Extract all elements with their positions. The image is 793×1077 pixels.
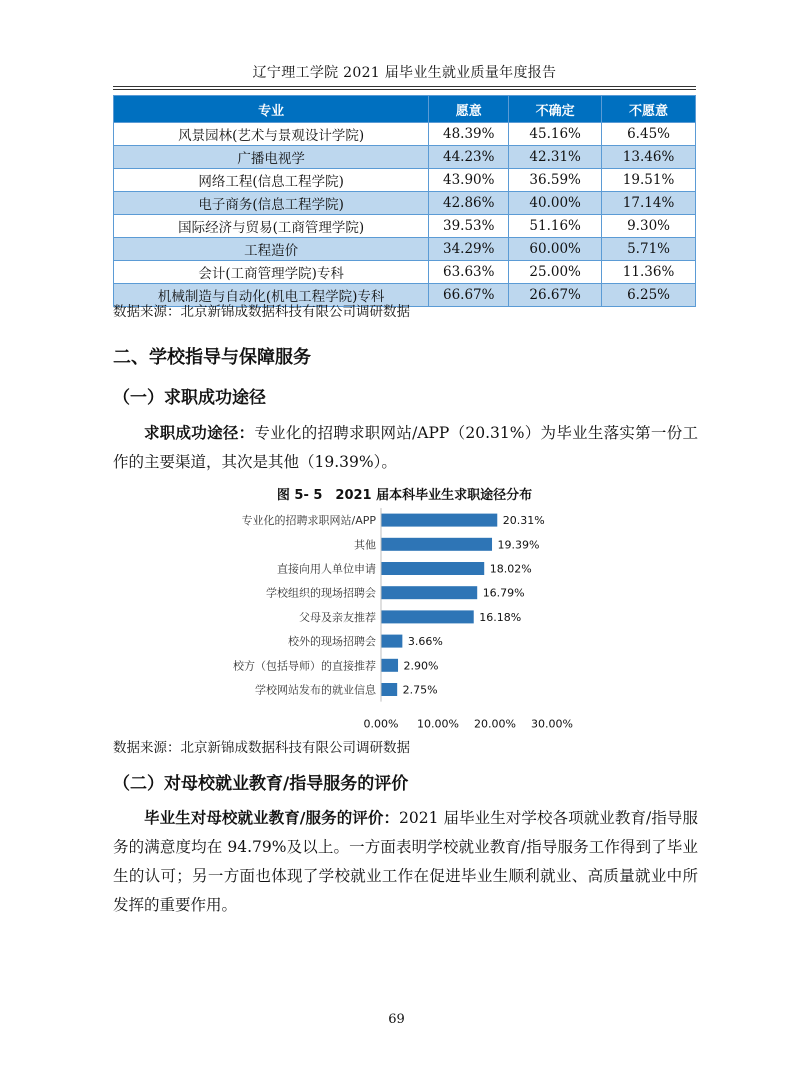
percentage-cell: 63.63% [429, 261, 509, 284]
table-row [114, 238, 696, 261]
bar [382, 562, 485, 575]
percentage-cell: 34.29% [429, 238, 509, 261]
percentage-cell: 66.67% [429, 284, 509, 307]
bar [382, 514, 498, 527]
major-name-cell: 电子商务(信息工程学院) [114, 192, 429, 215]
category-label: 校外的现场招聘会 [288, 635, 376, 649]
percentage-cell: 44.23% [429, 146, 509, 169]
header-rule [113, 86, 696, 90]
major-name-cell: 网络工程(信息工程学院) [114, 169, 429, 192]
major-name-cell: 风景园林(艺术与景观设计学院) [114, 123, 429, 146]
x-tick-label: 10.00% [417, 717, 459, 731]
percentage-cell: 6.45% [602, 123, 696, 146]
bar [382, 683, 398, 696]
percentage-cell: 19.51% [602, 169, 696, 192]
job-channel-bar-chart [113, 503, 696, 735]
paragraph-job-channels [113, 419, 698, 477]
bar [382, 586, 478, 599]
percentage-cell: 60.00% [509, 238, 602, 261]
percentage-cell: 43.90% [429, 169, 509, 192]
page-number: 69 [388, 1012, 405, 1027]
category-label: 其他 [354, 538, 376, 552]
section-heading: 二、学校指导与保障服务 [113, 347, 311, 368]
table-header-row [114, 96, 696, 123]
figure-source: 数据来源：北京新锦成数据科技有限公司调研数据 [113, 740, 410, 756]
figure-title: 图 5- 5 2021 届本科毕业生求职途径分布 [276, 488, 533, 503]
percentage-cell: 42.31% [509, 146, 602, 169]
percentage-cell: 17.14% [602, 192, 696, 215]
percentage-cell: 40.00% [509, 192, 602, 215]
percentage-cell: 26.67% [509, 284, 602, 307]
paragraph-text: 2021 届毕业生对学校各项就业教育/指导服务的满意度均在 94.79%及以上。一方面表明学校就业教育/指导服务工作得到了毕业生的认可；另一方面也体现了学校就业工作在促进毕业生顺利就业、高质量就业中所发挥的重要作用。 [113, 809, 698, 914]
table-header-cell: 不确定 [509, 96, 602, 123]
table-header-cell: 专业 [114, 96, 429, 123]
percentage-cell: 36.59% [509, 169, 602, 192]
category-label: 直接向用人单位申请 [277, 562, 376, 576]
paragraph-lead: 毕业生对母校就业教育/服务的评价： [144, 809, 400, 827]
subsection-heading: （一）求职成功途径 [113, 388, 266, 408]
paragraph-evaluation [113, 804, 698, 920]
bar [382, 635, 403, 648]
bar [382, 538, 493, 551]
data-label: 16.79% [482, 586, 525, 600]
table-row [114, 215, 696, 238]
major-name-cell: 广播电视学 [114, 146, 429, 169]
category-label: 学校网站发布的就业信息 [255, 683, 376, 697]
x-tick-label: 0.00% [363, 717, 399, 731]
percentage-cell: 51.16% [509, 215, 602, 238]
percentage-cell: 39.53% [429, 215, 509, 238]
table-row [114, 192, 696, 215]
major-name-cell: 国际经济与贸易(工商管理学院) [114, 215, 429, 238]
table-row [114, 123, 696, 146]
data-label: 2.75% [402, 683, 438, 697]
major-willingness-table [113, 95, 696, 307]
bar [382, 659, 399, 672]
category-label: 专业化的招聘求职网站/APP [241, 514, 376, 528]
category-label: 父母及亲友推荐 [299, 610, 376, 624]
table-row [114, 169, 696, 192]
category-label: 学校组织的现场招聘会 [266, 586, 376, 600]
percentage-cell: 9.30% [602, 215, 696, 238]
subsection-heading: （二）对母校就业教育/指导服务的评价 [113, 774, 409, 794]
percentage-cell: 5.71% [602, 238, 696, 261]
table-source: 数据来源：北京新锦成数据科技有限公司调研数据 [113, 304, 410, 320]
table-header-cell: 不愿意 [602, 96, 696, 123]
table-header-cell: 愿意 [429, 96, 509, 123]
percentage-cell: 6.25% [602, 284, 696, 307]
data-label: 19.39% [497, 538, 540, 552]
percentage-cell: 42.86% [429, 192, 509, 215]
percentage-cell: 48.39% [429, 123, 509, 146]
percentage-cell: 11.36% [602, 261, 696, 284]
x-tick-label: 30.00% [531, 717, 573, 731]
percentage-cell: 45.16% [509, 123, 602, 146]
major-name-cell: 机械制造与自动化(机电工程学院)专科 [114, 284, 429, 307]
data-label: 16.18% [479, 610, 522, 624]
page-header: 辽宁理工学院 2021 届毕业生就业质量年度报告 [252, 65, 557, 81]
major-name-cell: 会计(工商管理学院)专科 [114, 261, 429, 284]
bar [382, 610, 474, 623]
data-label: 2.90% [403, 659, 439, 673]
paragraph-text: 专业化的招聘求职网站/APP（20.31%）为毕业生落实第一份工作的主要渠道，其次是其他（19.39%）。 [113, 424, 698, 471]
table-body [114, 123, 696, 307]
table-row [114, 146, 696, 169]
data-label: 20.31% [502, 514, 545, 528]
data-label: 3.66% [407, 635, 443, 649]
paragraph-lead: 求职成功途径： [144, 424, 255, 442]
data-label: 18.02% [489, 562, 532, 576]
percentage-cell: 25.00% [509, 261, 602, 284]
table-row [114, 261, 696, 284]
percentage-cell: 13.46% [602, 146, 696, 169]
major-name-cell: 工程造价 [114, 238, 429, 261]
category-label: 校方（包括导师）的直接推荐 [233, 659, 376, 673]
x-tick-label: 20.00% [474, 717, 516, 731]
